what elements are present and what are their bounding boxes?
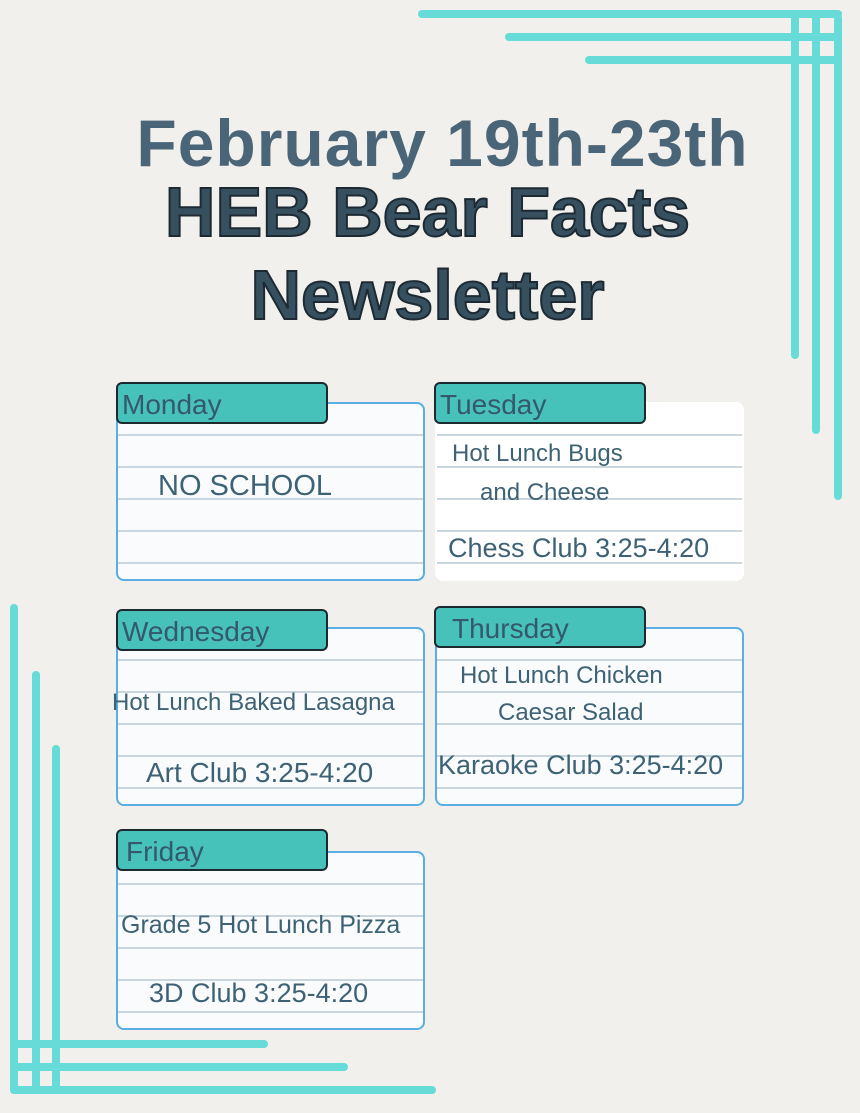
frame-line-left-2 xyxy=(32,671,40,1094)
newsletter-subtitle: Newsletter xyxy=(250,256,605,334)
day-tab-tuesday: Tuesday xyxy=(434,382,646,424)
day-card-friday xyxy=(116,851,425,1030)
day-tab-wednesday: Wednesday xyxy=(116,609,328,651)
tuesday-line-3: Chess Club 3:25-4:20 xyxy=(448,533,710,563)
friday-line-1: Grade 5 Hot Lunch Pizza xyxy=(121,911,401,939)
tuesday-line-1: Hot Lunch Bugs xyxy=(452,440,623,467)
frame-line-bottom-2 xyxy=(10,1063,348,1071)
thursday-line-2: Caesar Salad xyxy=(498,699,644,726)
frame-line-top-right-1 xyxy=(418,10,842,18)
day-tab-monday: Monday xyxy=(116,382,328,424)
frame-line-bottom-3 xyxy=(10,1086,436,1094)
monday-line-1: NO SCHOOL xyxy=(158,470,333,502)
wednesday-line-2: Art Club 3:25-4:20 xyxy=(146,757,374,788)
frame-line-left-1 xyxy=(10,604,18,1094)
day-tab-thursday: Thursday xyxy=(434,606,646,648)
thursday-line-1: Hot Lunch Chicken xyxy=(460,662,663,689)
thursday-line-3: Karaoke Club 3:25-4:20 xyxy=(438,750,724,780)
day-card-wednesday xyxy=(112,627,425,806)
day-card-thursday xyxy=(435,627,744,806)
newsletter-title: HEB Bear Facts xyxy=(164,173,691,251)
frame-line-top-right-3 xyxy=(585,56,842,64)
frame-line-bottom-1 xyxy=(10,1040,268,1048)
wednesday-line-1: Hot Lunch Baked Lasagna xyxy=(112,689,395,716)
day-card-tuesday xyxy=(435,402,744,581)
day-card-monday xyxy=(116,402,425,581)
friday-line-2: 3D Club 3:25-4:20 xyxy=(149,978,369,1008)
tuesday-line-2: and Cheese xyxy=(480,479,610,506)
day-tab-friday: Friday xyxy=(116,829,328,871)
newsletter-dates: February 19th-23th xyxy=(136,106,749,180)
